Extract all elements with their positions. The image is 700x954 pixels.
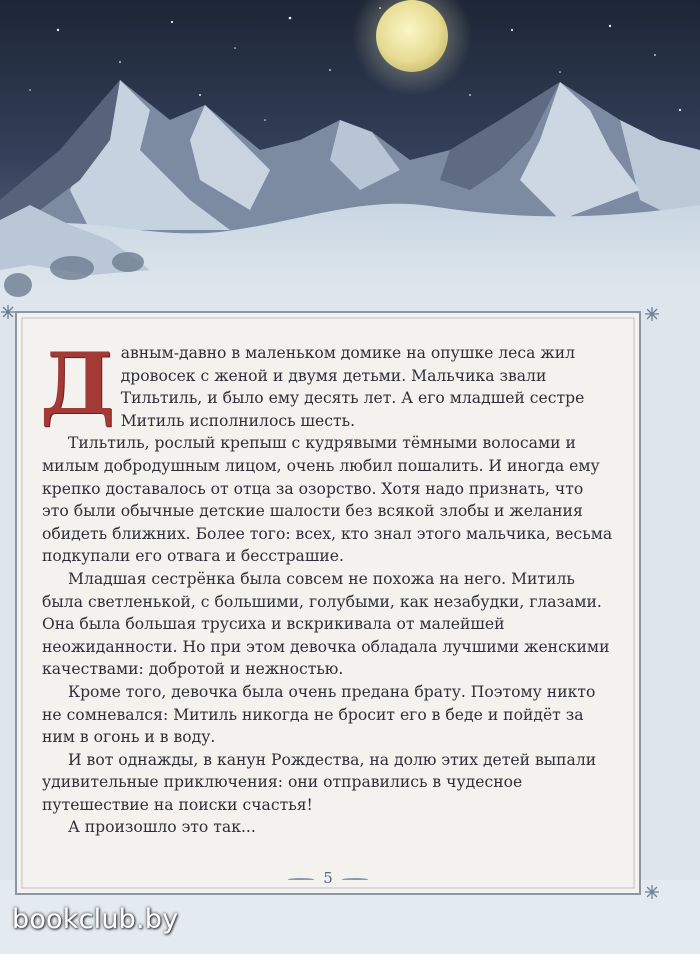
paragraph-1 xyxy=(40,334,614,433)
paragraph-text: авным-давно в маленьком домике на опушке леса жил дровосек с женой и двумя детьми. Мальчика звали Тильтиль, и было ему десять лет. А его младшей сестре Митиль исполнилось шесть. xyxy=(120,344,585,430)
paragraph-5: И вот однажды, в канун Рождества, на долю этих детей выпали удивительные приключения: они отправились в чудесное путешествие на поиски счастья! xyxy=(42,750,597,814)
page-number: 5 xyxy=(323,869,333,887)
paragraph-4: Кроме того, девочка была очень предана брату. Поэтому никто не сомневался: Митиль никогда не бросит его в беде и пойдёт за ним в огонь и в воду. xyxy=(42,682,596,747)
paragraph-3: Младшая сестрёнка была совсем не похожа на него. Митиль была светленькой, с большими, голубыми, как незабудки, глазами. Она была большая трусиха и вскрикивала от малейшей неожиданности. Но при этом девочка обладала лучшими женскими качествами: добротой и нежностью. xyxy=(42,569,610,679)
paragraph-6: А произошло это так... xyxy=(68,818,256,837)
page-number-row xyxy=(16,867,640,890)
paragraph-2: Тильтиль, рослый крепыш с кудрявыми тёмными волосами и милым добродушным лицом, очень любил пошалить. И иногда ему крепко доставалось от отца за озорство. Хотя надо признать, что это были обычные детские шалости без всякой злобы и желания обидеть ближних. Более того: всех, кто знал этого мальчика, весьма подкупали его отвага и бесстрашие. xyxy=(42,434,613,566)
swirl-right-icon xyxy=(342,878,368,881)
story-text xyxy=(16,312,640,894)
dropcap: Д xyxy=(40,334,115,433)
moon-icon xyxy=(376,0,448,72)
swirl-left-icon xyxy=(288,878,314,881)
watermark: bookclub.by xyxy=(12,904,179,935)
